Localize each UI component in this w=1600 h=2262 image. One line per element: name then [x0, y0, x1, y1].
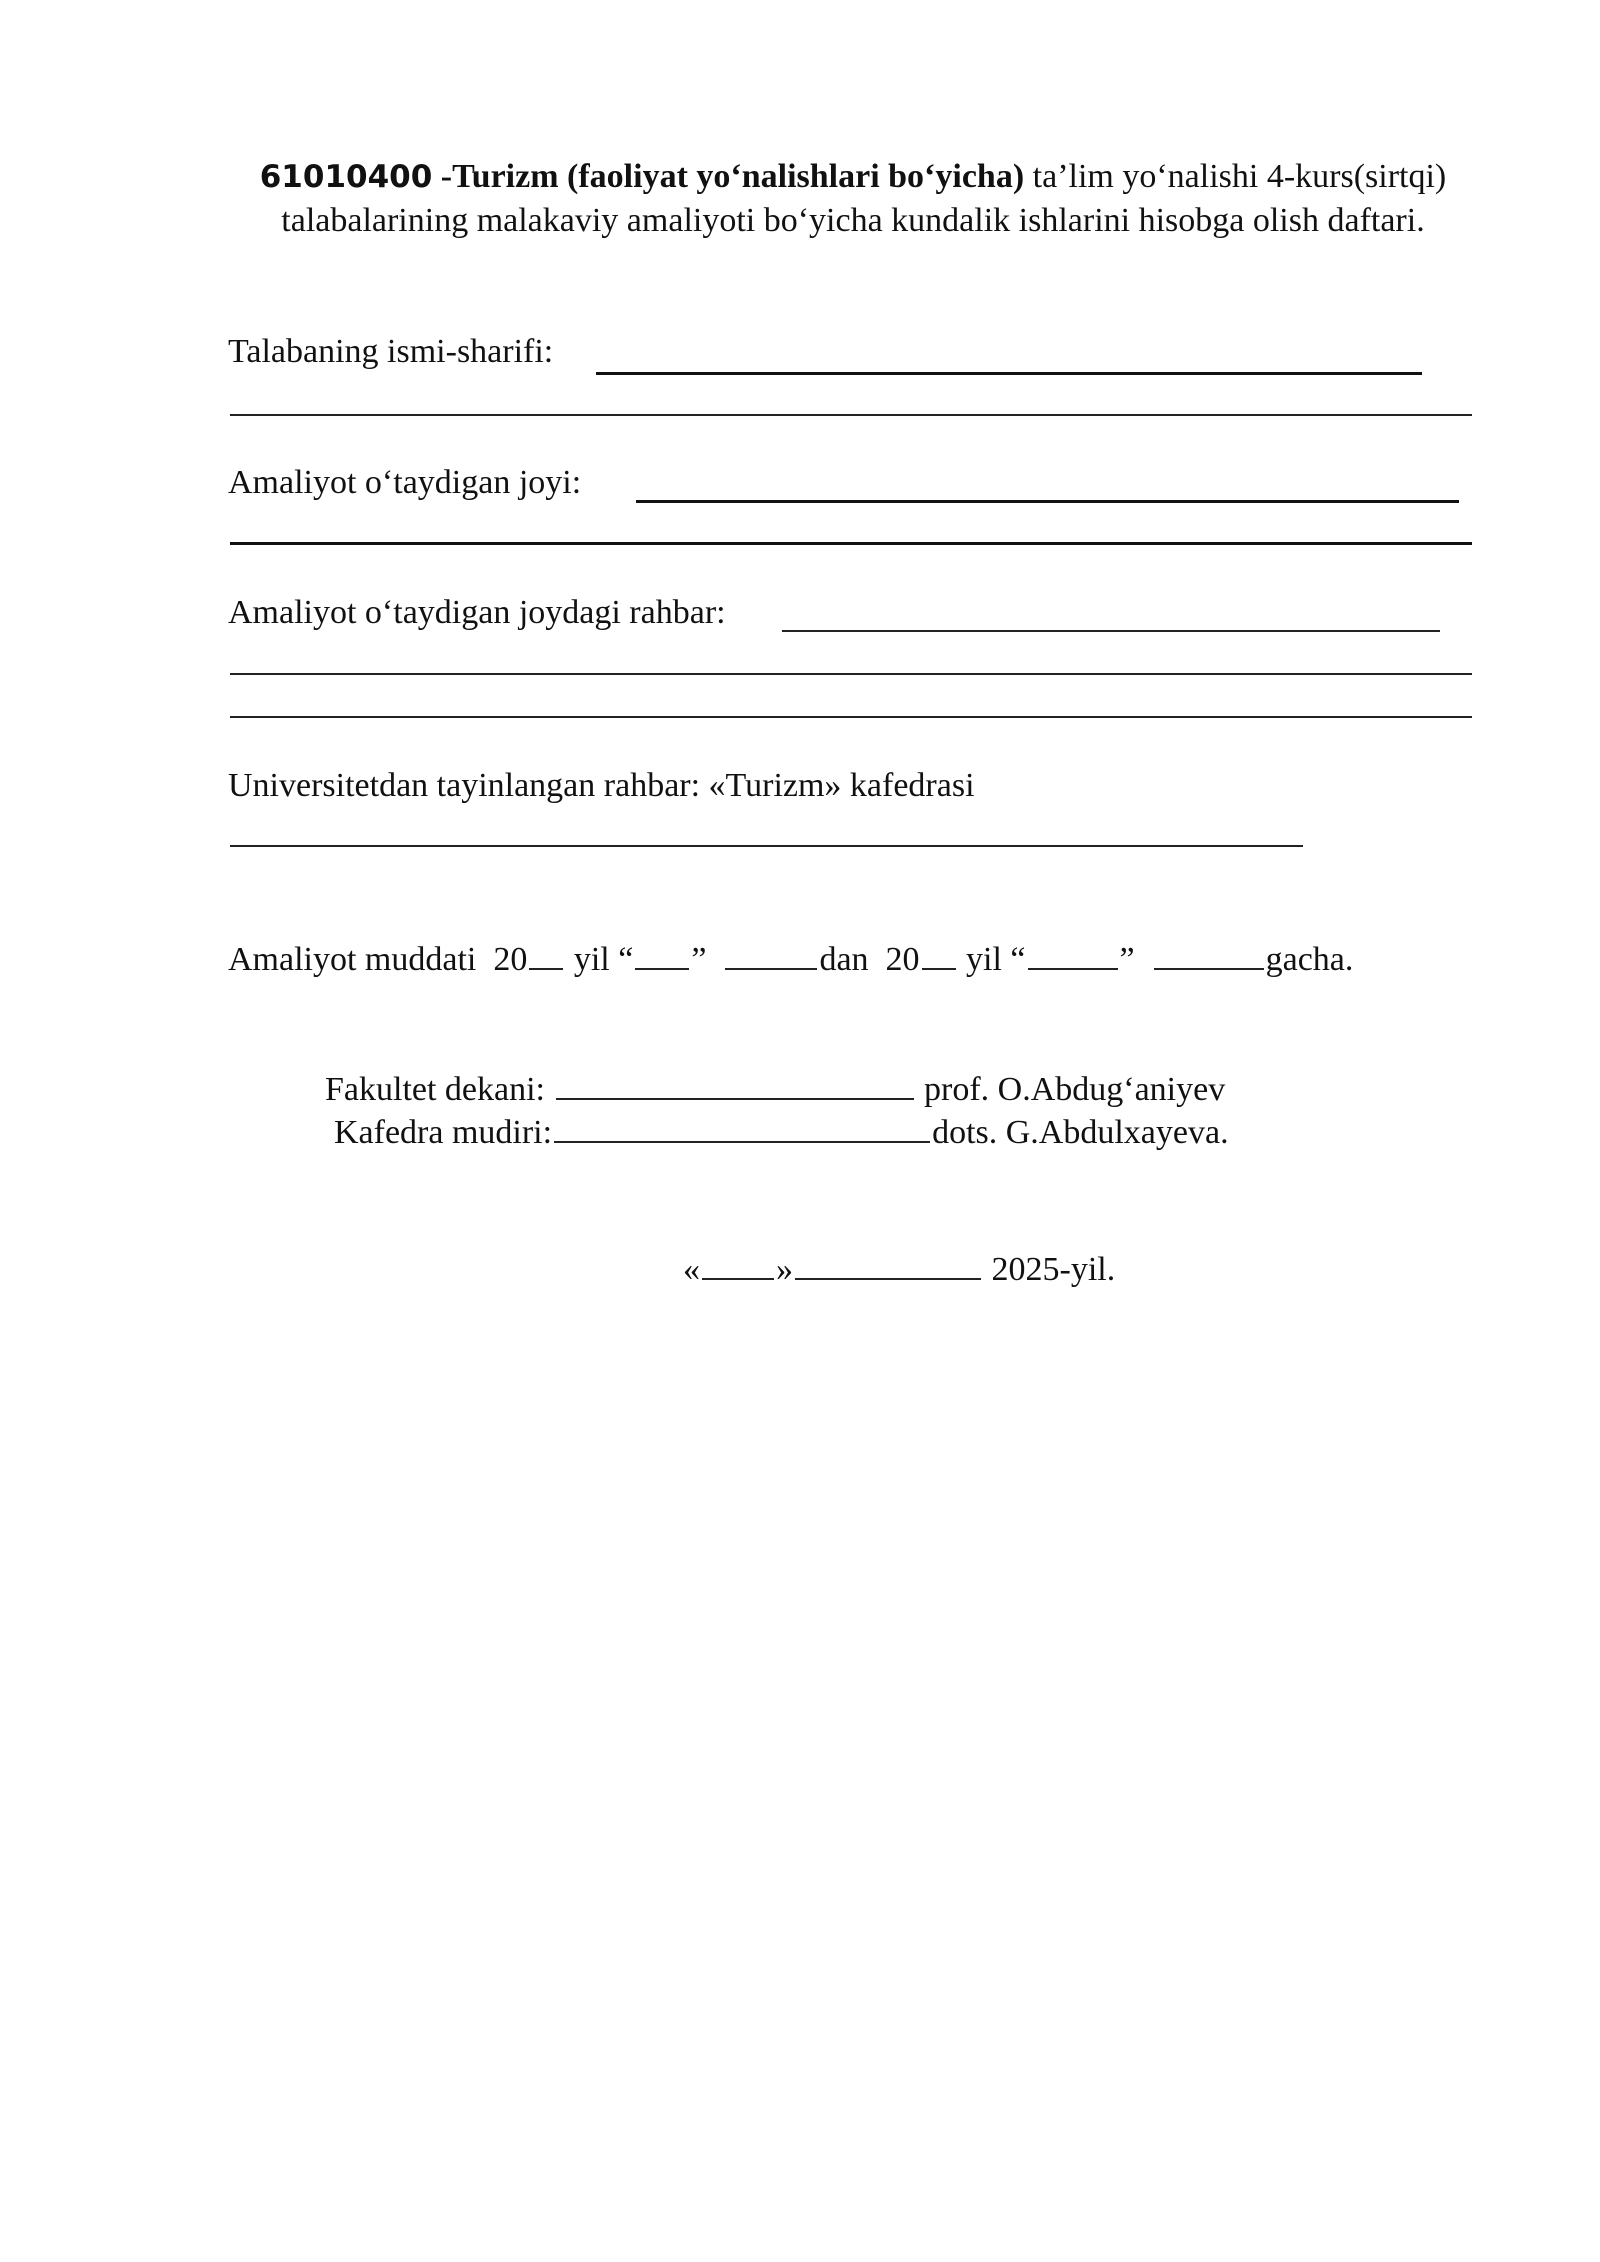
head-name: dots. G.Abdulxayeva.	[932, 1114, 1229, 1151]
date-day-blank[interactable]	[702, 1277, 774, 1280]
head-signature-row	[334, 1113, 1229, 1153]
practice-supervisor-label	[228, 593, 726, 633]
university-supervisor-label-text: Universitetdan tayinlangan rahbar: «Turizm» kafedrasi	[228, 767, 975, 804]
student-name-label	[228, 332, 553, 372]
practice-supervisor-line-1[interactable]	[782, 630, 1440, 632]
program-name: -Turizm (faoliyat yo‘nalishlari bo‘yicha)	[432, 158, 1025, 195]
period-end-day-blank[interactable]	[1028, 967, 1118, 970]
student-name-label-text: Talabaning ismi-sharifi:	[228, 333, 554, 370]
period-end-month-blank[interactable]	[1154, 967, 1264, 970]
period-year-prefix-2: 20	[885, 941, 920, 978]
practice-place-label-text: Amaliyot o‘taydigan joyi:	[228, 464, 582, 501]
university-supervisor-line[interactable]	[230, 845, 1303, 847]
period-close-quote-2: ”	[1119, 941, 1135, 978]
practice-supervisor-line-2[interactable]	[230, 673, 1472, 675]
head-label: Kafedra mudiri:	[334, 1114, 553, 1151]
period-start-year-blank[interactable]	[529, 967, 563, 970]
period-gacha: gacha.	[1265, 941, 1354, 978]
university-supervisor-label	[228, 766, 975, 806]
practice-period-row	[228, 940, 1353, 980]
student-name-line-2[interactable]	[230, 414, 1472, 416]
period-label: Amaliyot muddati	[228, 941, 477, 978]
document-date	[683, 1250, 1115, 1290]
period-dan: dan	[819, 941, 869, 978]
dean-signature-row	[325, 1070, 1225, 1110]
period-yil-2: yil “	[966, 941, 1026, 978]
practice-place-line-1[interactable]	[636, 500, 1459, 503]
practice-place-label	[228, 463, 581, 503]
document-heading	[228, 155, 1478, 243]
practice-supervisor-label-text: Amaliyot o‘taydigan joydagi rahbar:	[228, 594, 726, 631]
date-month-blank[interactable]	[795, 1277, 981, 1280]
heading-description: ta’lim yo‘nalishi 4-kurs(sirtqi) talabalarining malakaviy amaliyoti bo‘yicha kundalik ishlarini hisobga olish daftari.	[281, 158, 1447, 239]
practice-supervisor-line-3[interactable]	[230, 716, 1472, 718]
date-open-quote: «	[683, 1251, 700, 1288]
dean-name: prof. O.Abdug‘aniyev	[924, 1071, 1226, 1108]
date-year: 2025-yil.	[991, 1251, 1116, 1288]
head-signature-line[interactable]	[554, 1140, 930, 1143]
period-close-quote-1: ”	[691, 941, 707, 978]
period-yil-1: yil “	[573, 941, 634, 978]
program-code: 61010400	[259, 159, 433, 195]
period-start-month-blank[interactable]	[725, 967, 817, 970]
period-end-year-blank[interactable]	[922, 967, 956, 970]
student-name-line-1[interactable]	[596, 372, 1422, 375]
dean-signature-line[interactable]	[556, 1097, 914, 1100]
period-start-day-blank[interactable]	[635, 967, 689, 970]
dean-label: Fakultet dekani:	[325, 1071, 546, 1108]
practice-place-line-2[interactable]	[230, 542, 1472, 545]
date-close-quote: »	[776, 1251, 793, 1288]
period-year-prefix-1: 20	[493, 941, 528, 978]
